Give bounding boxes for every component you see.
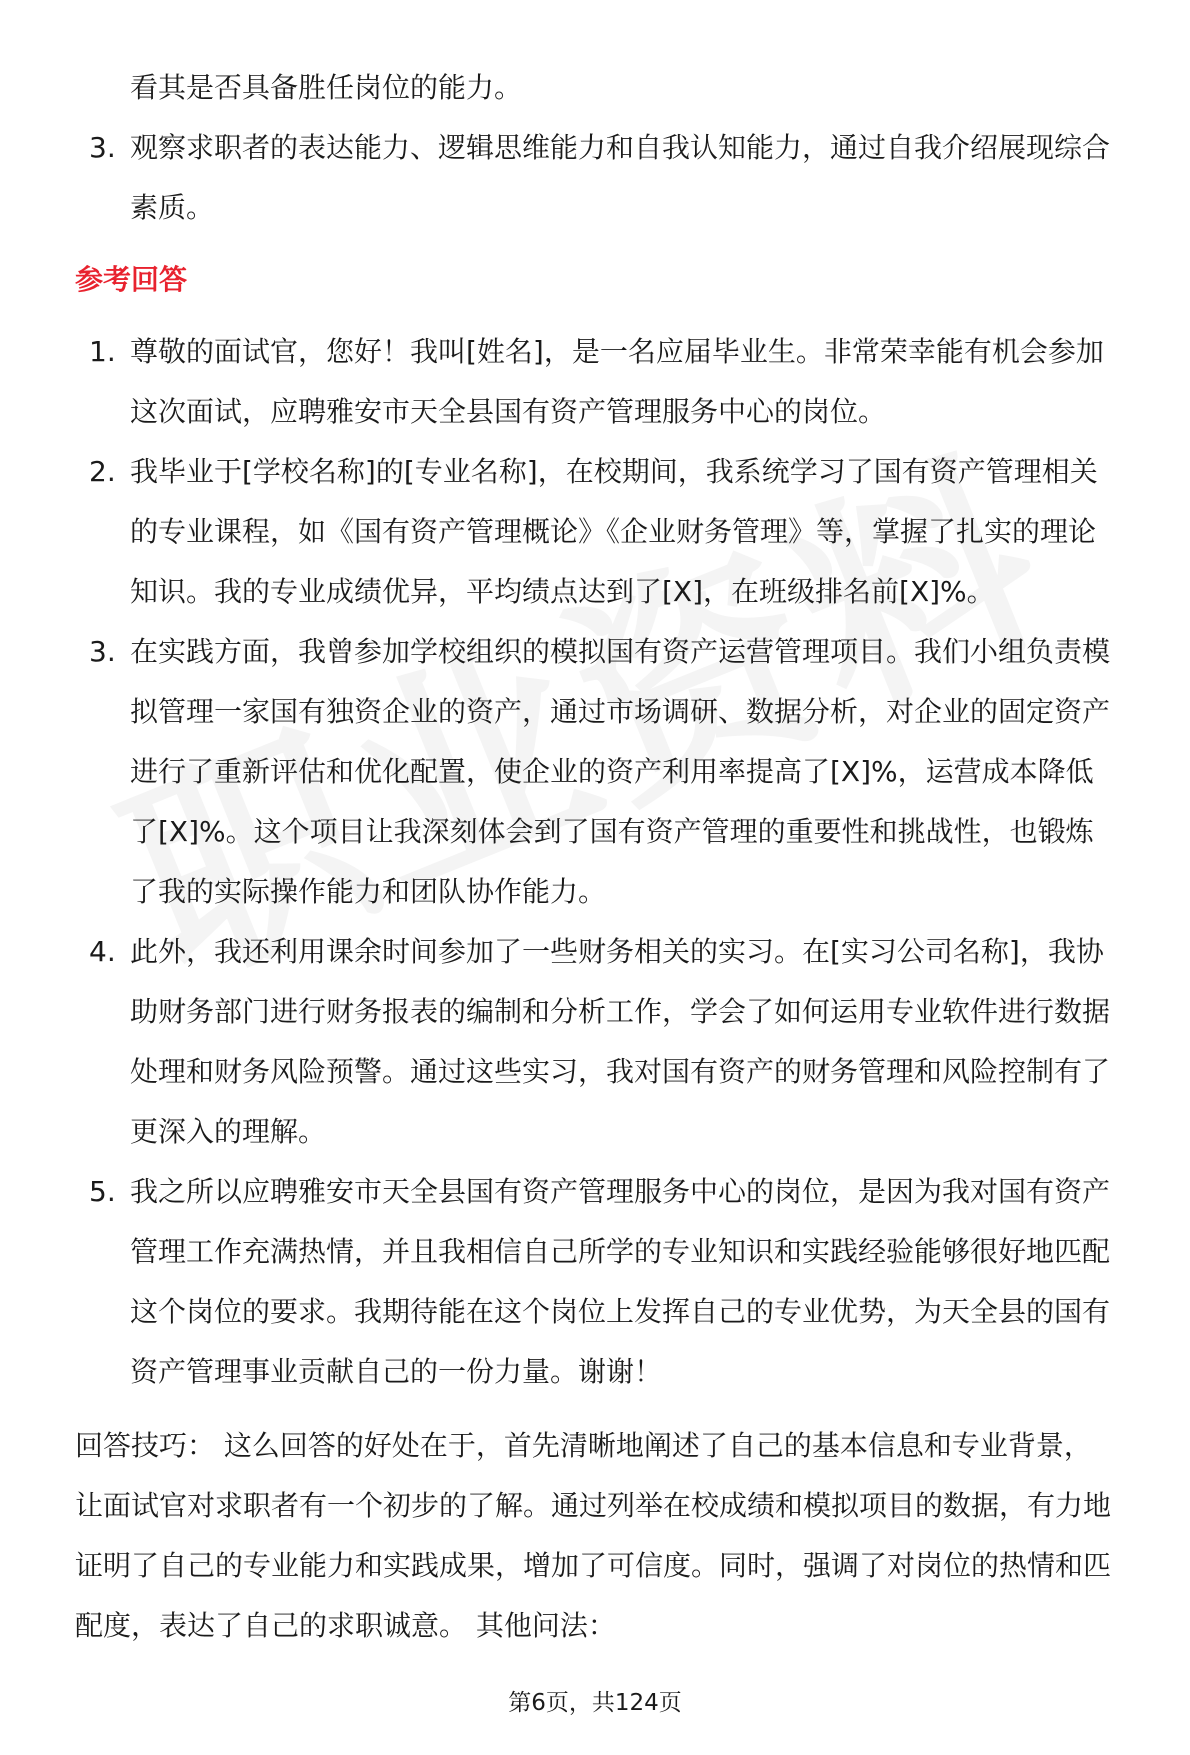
answer-tips: 回答技巧： 这么回答的好处在于，首先清晰地阐述了自己的基本信息和专业背景，让面试官对求职者有一个初步的了解。通过列举在校成绩和模拟项目的数据，有力地证明了自己的专业能力和实践成果，增加了可信度。同时，强调了对岗位的热情和匹配度，表达了自己的求职诚意。 其他问法： [75, 1429, 1112, 1642]
list-number: 3. [89, 131, 116, 164]
section-title: 参考回答 [75, 263, 188, 296]
list-item-text: 我之所以应聘雅安市天全县国有资产管理服务中心的岗位，是因为我对国有资产管理工作充满热情，并且我相信自己所学的专业知识和实践经验能够很好地匹配这个岗位的要求。我期待能在这个岗位上发挥自己的专业优势，为天全县的国有资产管理事业贡献自己的一份力量。谢谢！ [130, 1175, 1111, 1388]
list-item-text: 观察求职者的表达能力、逻辑思维能力和自我认知能力，通过自我介绍展现综合素质。 [130, 131, 1111, 224]
list-item-text: 我毕业于[学校名称]的[专业名称]，在校期间，我系统学习了国有资产管理相关的专业课程，如《国有资产管理概论》《企业财务管理》等，掌握了扎实的理论知识。我的专业成绩优异，平均绩点达到了[X]，在班级排名前[X]%。 [130, 455, 1098, 608]
list-item-text: 尊敬的面试官，您好！我叫[姓名]，是一名应届毕业生。非常荣幸能有机会参加这次面试，应聘雅安市天全县国有资产管理服务中心的岗位。 [130, 335, 1104, 428]
answer-item-5 [75, 1162, 1115, 1402]
intro-list-item-3 [75, 118, 1115, 238]
answer-item-1 [75, 322, 1115, 442]
list-number: 1. [89, 335, 116, 368]
list-number: 4. [89, 935, 116, 968]
list-number: 3. [89, 635, 116, 668]
page-footer: 第6页，共124页 [508, 1690, 682, 1716]
answer-item-3 [75, 622, 1115, 922]
answer-list [75, 322, 1115, 1402]
answer-item-2 [75, 442, 1115, 622]
continuation-text: 看其是否具备胜任岗位的能力。 [130, 71, 523, 104]
list-number: 5. [89, 1175, 116, 1208]
answer-item-4 [75, 922, 1115, 1162]
list-item-text: 此外，我还利用课余时间参加了一些财务相关的实习。在[实习公司名称]，我协助财务部门进行财务报表的编制和分析工作，学会了如何运用专业软件进行数据处理和财务风险预警。通过这些实习，我对国有资产的财务管理和风险控制有了更深入的理解。 [130, 935, 1111, 1148]
list-item-text: 在实践方面，我曾参加学校组织的模拟国有资产运营管理项目。我们小组负责模拟管理一家国有独资企业的资产，通过市场调研、数据分析，对企业的固定资产进行了重新评估和优化配置，使企业的资产利用率提高了[X]%，运营成本降低了[X]%。这个项目让我深刻体会到了国有资产管理的重要性和挑战性，也锻炼了我的实际操作能力和团队协作能力。 [130, 635, 1111, 908]
top-spacer [75, 0, 1115, 58]
list-number: 2. [89, 455, 116, 488]
